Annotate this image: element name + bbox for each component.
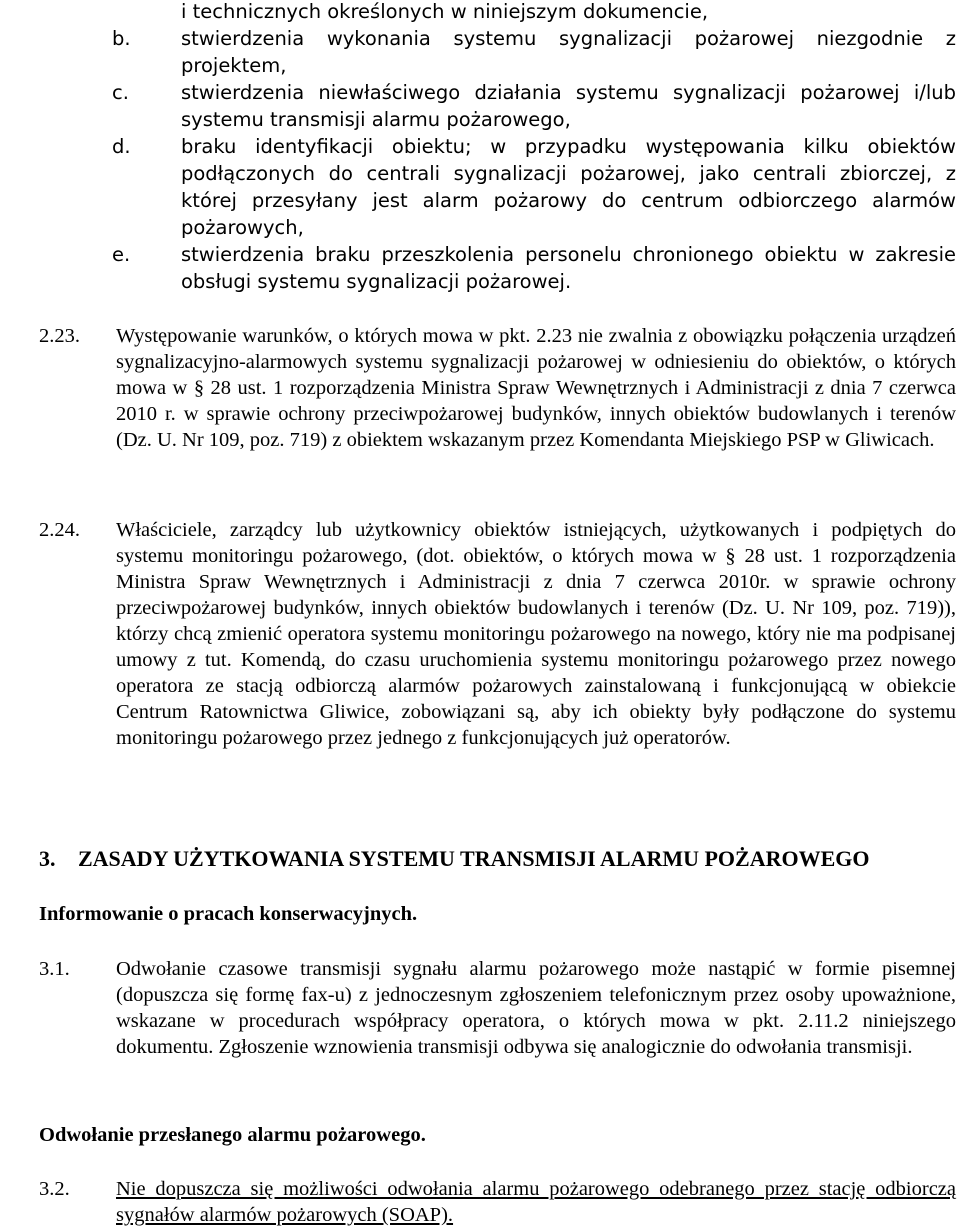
subheading-maintenance: Informowanie o pracach konserwacyjnych.	[39, 903, 418, 925]
chapter-title: ZASADY UŻYTKOWANIA SYSTEMU TRANSMISJI ALARMU POŻAROWEGO	[78, 846, 870, 871]
chapter-number: 3.	[39, 846, 56, 871]
section-text: Odwołanie czasowe transmisji sygnału alarmu pożarowego może nastąpić w formie pisemnej (dopuszcza się formę fax-u) z jednoczesnym zgłoszeniem telefonicznym przez osoby upoważnione, wskazane w procedurach współpracy operatora, o których mowa w pkt. 2.11.2 niniejszego dokumentu. Zgłoszenie wznowienia transmisji odbywa się analogicznie do odwołania transmisji.	[116, 958, 956, 1058]
section-text: Występowanie warunków, o których mowa w pkt. 2.23 nie zwalnia z obowiązku połączenia urządzeń sygnalizacyjno-alarmowych systemu sygnalizacji pożarowej w odniesieniu do obiektów, o których mowa w § 28 ust. 1 rozporządzenia Ministra Spraw Wewnętrznych i Administracji z dnia 7 czerwca 2010 r. w sprawie ochrony przeciwpożarowej budynków, innych obiektów budowlanych i terenów (Dz. U. Nr 109, poz. 719) z obiektem wskazanym przez Komendanta Miejskiego PSP w Gliwicach.	[116, 325, 956, 451]
section-2-23	[0, 323, 960, 453]
section-text: Nie dopuszcza się możliwości odwołania alarmu pożarowego odebranego przez stację odbiorczą sygnałów alarmów pożarowych (SOAP).	[116, 1178, 956, 1226]
list-item-b	[0, 25, 956, 79]
list-marker: c.	[112, 81, 129, 104]
section-2-24	[0, 517, 960, 751]
chapter-heading	[39, 846, 870, 872]
list-marker: b.	[112, 27, 131, 50]
list-item-text: i technicznych określonych w niniejszym dokumencie,	[181, 0, 709, 23]
list-item-c	[0, 79, 956, 133]
subheading-alarm-cancel: Odwołanie przesłanego alarmu pożarowego.	[39, 1124, 426, 1146]
section-3-1	[0, 956, 960, 1060]
section-number: 2.24.	[39, 519, 80, 541]
section-number: 2.23.	[39, 325, 80, 347]
section-number: 3.2.	[39, 1178, 70, 1200]
section-3-2	[0, 1176, 960, 1228]
list-item-text: stwierdzenia wykonania systemu sygnalizacji pożarowej niezgodnie z projektem,	[181, 27, 956, 77]
list-item-d	[0, 133, 956, 241]
list-item-a-continuation	[0, 0, 956, 25]
list-item-text: stwierdzenia niewłaściwego działania systemu sygnalizacji pożarowej i/lub systemu transmisji alarmu pożarowego,	[181, 81, 956, 131]
section-number: 3.1.	[39, 958, 70, 980]
list-marker: e.	[112, 243, 131, 266]
section-text: Właściciele, zarządcy lub użytkownicy obiektów istniejących, użytkowanych i podpiętych do systemu monitoringu pożarowego, (dot. obiektów, o których mowa w § 28 ust. 1 rozporządzenia Ministra Spraw Wewnętrznych i Administracji z dnia 7 czerwca 2010r. w sprawie ochrony przeciwpożarowej budynków, innych obiektów budowlanych i terenów (Dz. U. Nr 109, poz. 719)), którzy chcą zmienić operatora systemu monitoringu pożarowego na nowego, który nie ma podpisanej umowy z tut. Komendą, do czasu uruchomienia systemu monitoringu pożarowego przez nowego operatora ze stacją odbiorczą alarmów pożarowych zainstalowaną i funkcjonującą w obiekcie Centrum Ratownictwa Gliwice, zobowiązani są, aby ich obiekty były podłączone do systemu monitoringu pożarowego przez jednego z funkcjonujących już operatorów.	[116, 519, 956, 749]
list-item-e	[0, 241, 956, 295]
list-item-text: braku identyfikacji obiektu; w przypadku występowania kilku obiektów podłączonych do centrali sygnalizacji pożarowej, jako centrali zbiorczej, z której przesyłany jest alarm pożarowy do centrum odbiorczego alarmów pożarowych,	[181, 135, 956, 239]
list-marker: d.	[112, 135, 131, 158]
list-item-text: stwierdzenia braku przeszkolenia personelu chronionego obiektu w zakresie obsługi systemu sygnalizacji pożarowej.	[181, 243, 956, 293]
